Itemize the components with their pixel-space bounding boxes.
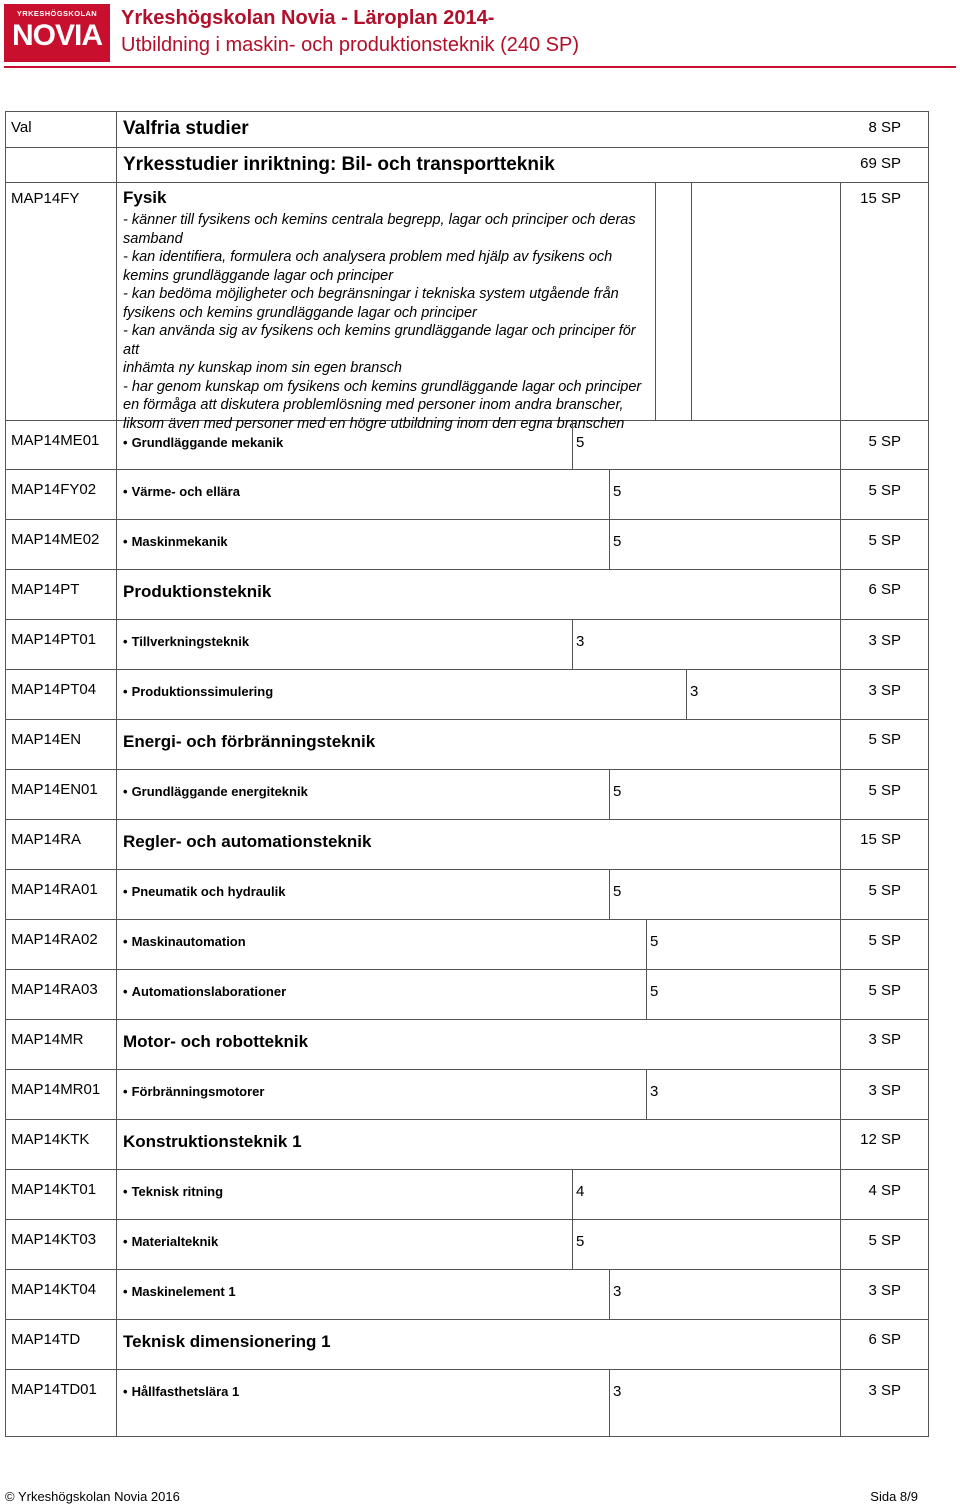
sp-value: 8 SP — [868, 119, 901, 136]
course-code: MAP14ME02 — [6, 520, 117, 570]
course-code: MAP14MR01 — [6, 1070, 117, 1120]
sub-course-name: Grundläggande energiteknik — [131, 784, 308, 799]
course-group-name: Teknisk dimensionering 1 — [123, 1332, 331, 1351]
credit-value: 3 — [686, 670, 840, 719]
sub-course-name: Teknisk ritning — [131, 1184, 224, 1199]
sp-value: 5 SP — [840, 720, 928, 769]
course-code: MAP14RA03 — [6, 970, 117, 1020]
credit-value: 5 — [609, 770, 840, 819]
credit-value: 3 — [572, 620, 840, 669]
credit-value: 5 — [572, 421, 840, 469]
sp-value: 5 SP — [840, 1220, 928, 1269]
logo-main-text: NOVIA — [11, 19, 102, 52]
code-cell — [6, 148, 117, 183]
table-row — [6, 421, 929, 470]
section-title: Valfria studier — [123, 118, 249, 139]
description-line: - har genom kunskap om fysikens och kemins grundläggande lagar och principer — [123, 378, 642, 395]
header-divider — [4, 66, 956, 68]
table-row-val — [6, 112, 929, 148]
table-row — [6, 470, 929, 520]
course-code: MAP14PT — [6, 570, 117, 620]
credit-value: 5 — [609, 470, 840, 519]
sp-value: 4 SP — [840, 1170, 928, 1219]
sp-value: 6 SP — [840, 570, 928, 619]
credit-value: 3 — [609, 1270, 840, 1319]
course-group-name: Konstruktionsteknik 1 — [123, 1132, 302, 1151]
course-code: MAP14RA — [6, 820, 117, 870]
sub-course-name: Automationslaborationer — [131, 984, 287, 999]
credit-value: 5 — [572, 1220, 840, 1269]
sp-value: 69 SP — [860, 155, 901, 172]
table-row — [6, 770, 929, 820]
table-row — [6, 970, 929, 1020]
description-line: - kan identifiera, formulera och analysera problem med hjälp av fysikens och — [123, 249, 613, 265]
footer-copyright: © Yrkeshögskolan Novia 2016 — [5, 1489, 180, 1504]
course-code: MAP14KT03 — [6, 1220, 117, 1270]
course-code: MAP14RA01 — [6, 870, 117, 920]
description-line: inhämta ny kunskap inom sin egen bransch — [123, 360, 402, 376]
bullet-icon: • — [123, 435, 128, 450]
table-row — [6, 570, 929, 620]
table-row — [6, 1270, 929, 1320]
bullet-icon: • — [123, 634, 128, 649]
table-row — [6, 620, 929, 670]
description-line: - känner till fysikens och kemins centrala begrepp, lagar och principer och deras — [123, 212, 636, 228]
sp-value: 3 SP — [840, 1070, 928, 1119]
sp-value: 12 SP — [840, 1120, 928, 1169]
logo-top-text: YRKESHÖGSKOLAN — [16, 9, 98, 18]
bullet-icon: • — [123, 934, 128, 949]
sub-course-name: Förbränningsmotorer — [131, 1084, 265, 1099]
description-line: en förmåga att diskutera problemlösning med personer inom andra branscher, — [123, 397, 624, 413]
credit-value: 5 — [646, 920, 840, 969]
page-subtitle: Utbildning i maskin- och produktionsteknik (240 SP) — [121, 34, 579, 56]
bullet-icon: • — [123, 984, 128, 999]
sp-value: 15 SP — [840, 183, 928, 420]
code-cell: Val — [6, 112, 117, 148]
course-code: MAP14EN01 — [6, 770, 117, 820]
table-row — [6, 1170, 929, 1220]
course-code: MAP14TD — [6, 1320, 117, 1370]
table-row — [6, 820, 929, 870]
bullet-icon: • — [123, 684, 128, 699]
sub-course-name: Värme- och ellära — [131, 484, 240, 499]
description-line: liksom även med personer med en högre utbildning inom den egna branschen — [123, 415, 625, 432]
code-cell: MAP14FY — [6, 183, 117, 421]
sp-value: 3 SP — [840, 620, 928, 669]
sp-value: 3 SP — [840, 1270, 928, 1319]
sp-value: 3 SP — [840, 1370, 928, 1436]
course-code: MAP14MR — [6, 1020, 117, 1070]
sp-value: 6 SP — [840, 1320, 928, 1369]
bullet-icon: • — [123, 884, 128, 899]
course-code: MAP14EN — [6, 720, 117, 770]
sub-course-name: Tillverkningsteknik — [131, 634, 250, 649]
curriculum-table — [5, 111, 929, 1437]
sub-course-name: Hållfasthetslära 1 — [131, 1384, 240, 1399]
sp-value: 5 SP — [840, 920, 928, 969]
sp-value: 3 SP — [840, 1020, 928, 1069]
table-row-spec — [6, 148, 929, 183]
course-description — [123, 211, 650, 433]
course-code: MAP14FY02 — [6, 470, 117, 520]
sub-course-name: Maskinautomation — [131, 934, 246, 949]
description-line: - kan bedöma möjligheter och begränsningar i tekniska system utgående från — [123, 286, 619, 302]
credit-value: 5 — [609, 520, 840, 569]
bullet-icon: • — [123, 1184, 128, 1199]
sp-value: 5 SP — [840, 421, 928, 469]
sp-value: 3 SP — [840, 670, 928, 719]
bullet-icon: • — [123, 1384, 128, 1399]
description-line: kemins grundläggande lagar och principer — [123, 267, 394, 284]
novia-logo — [4, 4, 110, 62]
credit-value: 3 — [646, 1070, 840, 1119]
course-group-name: Produktionsteknik — [123, 582, 272, 601]
bullet-icon: • — [123, 1284, 128, 1299]
table-row — [6, 1320, 929, 1370]
table-row — [6, 720, 929, 770]
course-code: MAP14KT01 — [6, 1170, 117, 1220]
footer-page-number: Sida 8/9 — [870, 1489, 918, 1504]
table-row — [6, 670, 929, 720]
sp-value: 5 SP — [840, 970, 928, 1019]
page-title: Yrkeshögskolan Novia - Läroplan 2014- — [121, 7, 495, 29]
table-row — [6, 1120, 929, 1170]
table-row — [6, 1370, 929, 1437]
course-title: Fysik — [123, 188, 167, 207]
description-line: fysikens och kemins grundläggande lagar och principer — [123, 304, 477, 321]
course-code: MAP14ME01 — [6, 421, 117, 470]
description-line: samband — [123, 230, 183, 247]
sub-course-name: Grundläggande mekanik — [131, 435, 284, 450]
course-code: MAP14KTK — [6, 1120, 117, 1170]
credit-value: 4 — [572, 1170, 840, 1219]
description-line: - kan använda sig av fysikens och kemins grundläggande lagar och principer för att — [123, 323, 636, 358]
bullet-icon: • — [123, 1084, 128, 1099]
course-group-name: Motor- och robotteknik — [123, 1032, 309, 1051]
specialization-title: Yrkesstudier inriktning: Bil- och transportteknik — [123, 154, 555, 175]
table-row-fysik — [6, 183, 929, 421]
credit-value: 3 — [609, 1370, 840, 1436]
table-row — [6, 870, 929, 920]
sub-course-name: Materialteknik — [131, 1234, 219, 1249]
sp-value: 5 SP — [840, 470, 928, 519]
sub-course-name: Maskinmekanik — [131, 534, 228, 549]
sub-course-name: Maskinelement 1 — [131, 1284, 236, 1299]
credit-value: 5 — [646, 970, 840, 1019]
table-row — [6, 1020, 929, 1070]
course-code: MAP14RA02 — [6, 920, 117, 970]
bullet-icon: • — [123, 1234, 128, 1249]
bullet-icon: • — [123, 534, 128, 549]
table-row — [6, 1220, 929, 1270]
sp-value: 15 SP — [840, 820, 928, 869]
sp-value: 5 SP — [840, 520, 928, 569]
course-code: MAP14KT04 — [6, 1270, 117, 1320]
table-row — [6, 520, 929, 570]
table-row — [6, 920, 929, 970]
course-code: MAP14PT04 — [6, 670, 117, 720]
bullet-icon: • — [123, 784, 128, 799]
bullet-icon: • — [123, 484, 128, 499]
sub-course-name: Pneumatik och hydraulik — [131, 884, 286, 899]
course-group-name: Energi- och förbränningsteknik — [123, 732, 376, 751]
course-code: MAP14PT01 — [6, 620, 117, 670]
credit-value: 5 — [609, 870, 840, 919]
sub-course-name: Produktionssimulering — [131, 684, 274, 699]
sp-value: 5 SP — [840, 870, 928, 919]
course-group-name: Regler- och automationsteknik — [123, 832, 372, 851]
sp-value: 5 SP — [840, 770, 928, 819]
course-code: MAP14TD01 — [6, 1370, 117, 1437]
table-row — [6, 1070, 929, 1120]
